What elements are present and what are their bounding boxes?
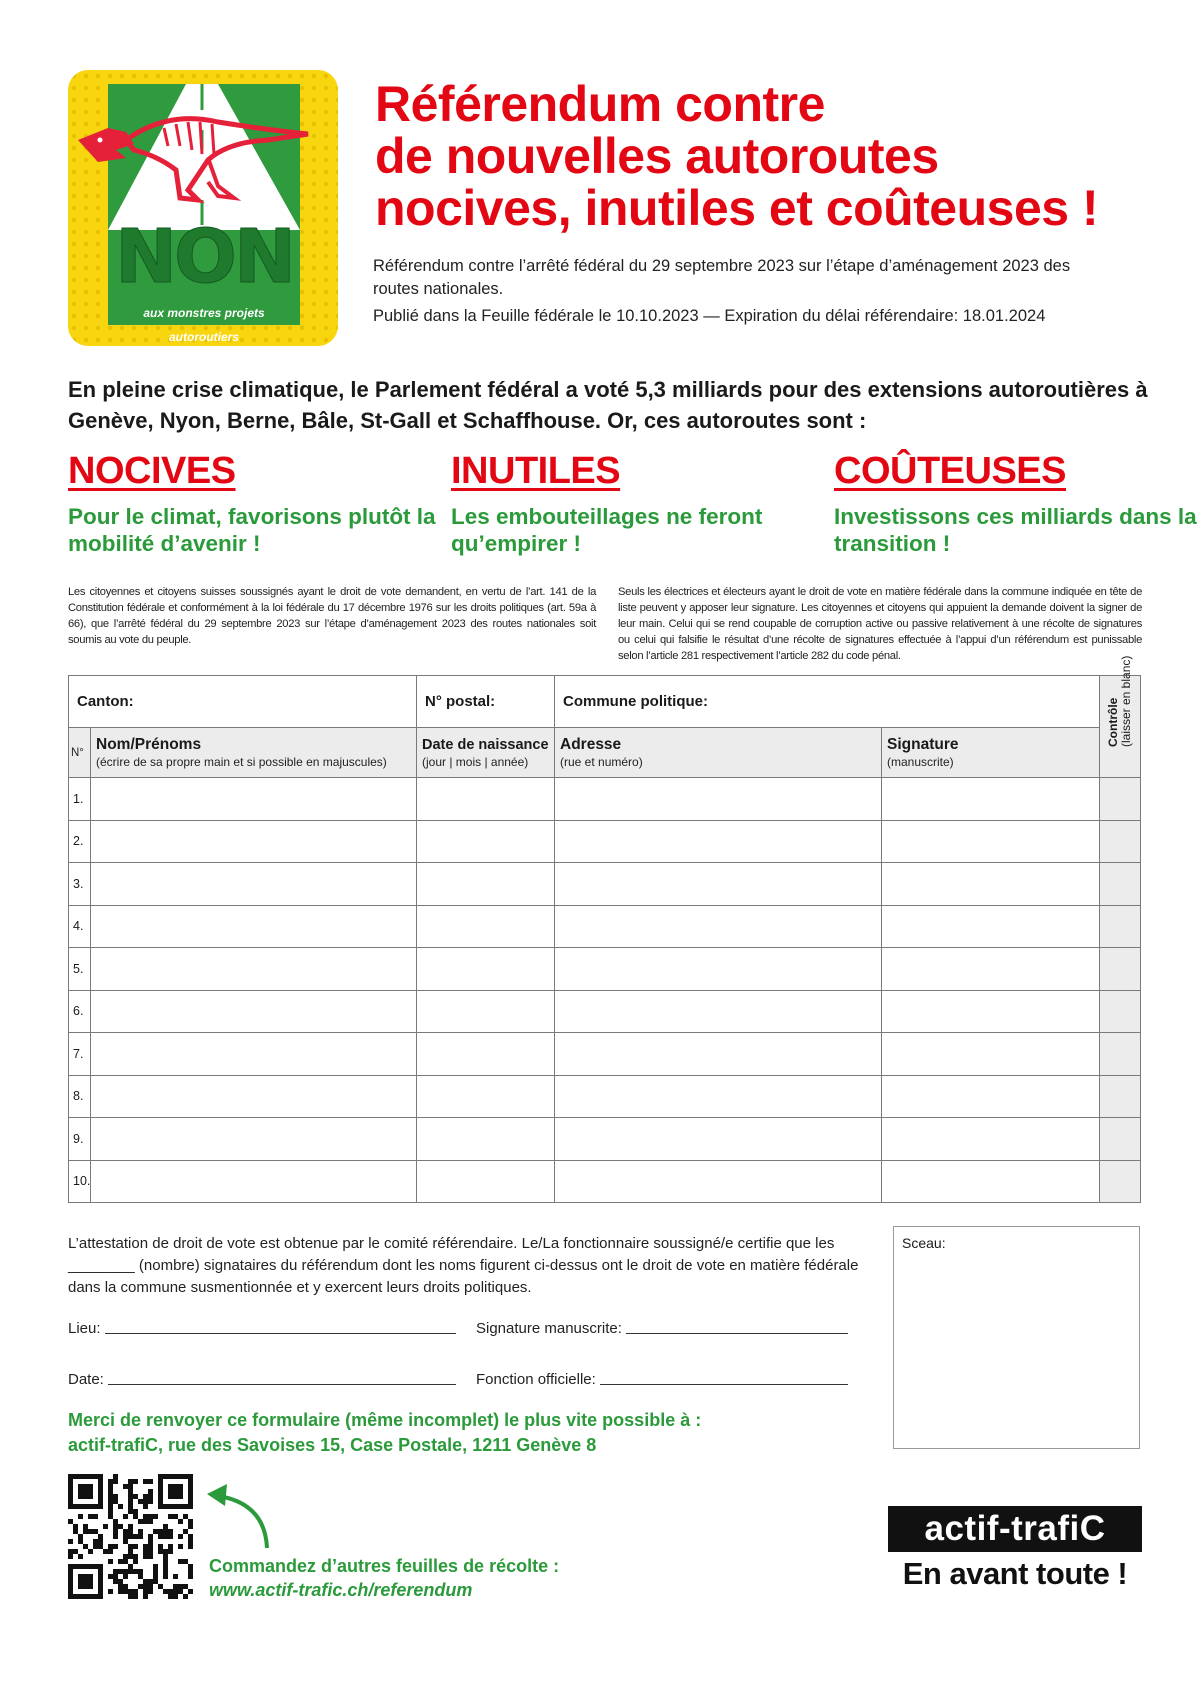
col-address-header: Adresse (rue et numéro) — [555, 728, 882, 778]
name-cell[interactable] — [91, 905, 417, 948]
argument-text: Pour le climat, favorisons plutôt la mobilité d’avenir ! — [68, 504, 436, 556]
address-cell[interactable] — [555, 1118, 882, 1161]
row-number: 7. — [69, 1033, 91, 1076]
row-number: 4. — [69, 905, 91, 948]
table-row — [69, 948, 1141, 991]
birthdate-cell[interactable] — [417, 820, 555, 863]
name-cell[interactable] — [91, 1118, 417, 1161]
row-number: 5. — [69, 948, 91, 991]
control-cell — [1100, 905, 1141, 948]
address-cell[interactable] — [555, 905, 882, 948]
qr-code[interactable] — [68, 1474, 193, 1599]
birthdate-cell[interactable] — [417, 778, 555, 821]
page-title — [375, 78, 1175, 234]
control-cell — [1100, 1075, 1141, 1118]
col-number-header: N° — [69, 728, 91, 778]
legal-request-text: Les citoyennes et citoyens suisses soussignés ayant le droit de vote demandent, en vertu de l’art. 141 de la Constitution fédérale et conformément à la loi fédérale du 17 décembre 1976 sur les droits politiques (art. 59a à 66), que l’arrêté fédéral du 29 septembre 2023 sur l’étape d’aménagement 2023 des routes nationales soit soumis au vote du peuple. — [68, 586, 596, 646]
argument-heading: INUTILES — [451, 450, 621, 492]
address-cell[interactable] — [555, 820, 882, 863]
table-row — [69, 820, 1141, 863]
signature-cell[interactable] — [882, 1160, 1100, 1203]
signature-table — [68, 655, 1141, 1203]
table-row — [69, 1033, 1141, 1076]
lieu-field[interactable] — [68, 1320, 456, 1337]
birthdate-cell[interactable] — [417, 1033, 555, 1076]
signature-cell[interactable] — [882, 863, 1100, 906]
table-row — [69, 1160, 1141, 1203]
name-cell[interactable] — [91, 1033, 417, 1076]
table-row — [69, 778, 1141, 821]
postal-label: N° postal: — [425, 693, 496, 710]
argument-heading: COÛTEUSES — [834, 450, 1066, 492]
fonction-field[interactable] — [476, 1371, 848, 1388]
brand-block — [888, 1506, 1142, 1592]
lieu-label: Lieu: — [68, 1320, 101, 1337]
control-header — [1100, 655, 1141, 778]
arrow-icon — [205, 1482, 275, 1552]
address-cell[interactable] — [555, 778, 882, 821]
fonction-label: Fonction officielle: — [476, 1371, 596, 1388]
col-name-header: Nom/Prénoms (écrire de sa propre main et si possible en majuscules) — [91, 728, 417, 778]
seal-label: Sceau: — [902, 1235, 946, 1251]
seal-box[interactable] — [893, 1226, 1140, 1449]
argument-nocives — [68, 449, 438, 557]
name-cell[interactable] — [91, 863, 417, 906]
row-number: 2. — [69, 820, 91, 863]
col-signature-header: Signature (manuscrite) — [882, 728, 1100, 778]
row-number: 6. — [69, 990, 91, 1033]
signature-field[interactable] — [476, 1320, 848, 1337]
argument-inutiles — [451, 449, 821, 557]
date-field[interactable] — [68, 1371, 456, 1388]
signature-cell[interactable] — [882, 1118, 1100, 1161]
intro-text: En pleine crise climatique, le Parlement fédéral a voté 5,3 milliards pour des extensions autoroutières à Genève, Nyon, Berne, Bâle, St-Gall et Schaffhouse. Or, ces autoroutes sont : — [68, 377, 1148, 433]
brand-logo: actif-trafiC — [888, 1506, 1142, 1552]
address-cell[interactable] — [555, 863, 882, 906]
table-row — [69, 1075, 1141, 1118]
return-line-1: Merci de renvoyer ce formulaire (même incomplet) le plus vite possible à : — [68, 1410, 702, 1430]
signature-label: Signature manuscrite: — [476, 1320, 622, 1337]
name-cell[interactable] — [91, 778, 417, 821]
row-number: 10. — [69, 1160, 91, 1203]
birthdate-cell[interactable] — [417, 990, 555, 1033]
control-cell — [1100, 863, 1141, 906]
name-cell[interactable] — [91, 820, 417, 863]
address-cell[interactable] — [555, 1160, 882, 1203]
row-number: 3. — [69, 863, 91, 906]
birthdate-cell[interactable] — [417, 863, 555, 906]
address-cell[interactable] — [555, 990, 882, 1033]
signature-cell[interactable] — [882, 990, 1100, 1033]
title-line-3: nocives, inutiles et coûteuses ! — [375, 180, 1099, 236]
brand-slogan: En avant toute ! — [902, 1556, 1128, 1591]
logo-non-text: NON — [115, 214, 293, 300]
non-logo — [68, 70, 338, 346]
control-hint: (laisser en blanc) — [1119, 655, 1133, 747]
address-cell[interactable] — [555, 948, 882, 991]
birthdate-cell[interactable] — [417, 905, 555, 948]
legal-warning-text: Seuls les électrices et électeurs ayant le droit de vote en matière fédérale dans la commune indiquée en tête de liste peuvent y apposer leur signature. Les citoyennes et citoyens qui appuient la demande doivent la signer de leur main. Celui qui se rend coupable de corruption active ou passive relativement à une récolte de signatures ou celui qui falsifie le résultat d’une récolte de signatures effectuée à l’appui d’un référendum est punissable selon l’article 281 respectivement l’article 282 du code pénal. — [618, 586, 1142, 662]
control-cell — [1100, 1160, 1141, 1203]
control-cell — [1100, 820, 1141, 863]
address-cell[interactable] — [555, 1033, 882, 1076]
commune-label: Commune politique: — [563, 693, 708, 710]
table-row — [69, 1118, 1141, 1161]
birthdate-cell[interactable] — [417, 1075, 555, 1118]
name-cell[interactable] — [91, 990, 417, 1033]
table-row — [69, 990, 1141, 1033]
argument-text: Les embouteillages ne feront qu’empirer ! — [451, 504, 763, 556]
canton-label: Canton: — [77, 693, 134, 710]
signature-cell[interactable] — [882, 1075, 1100, 1118]
control-cell — [1100, 948, 1141, 991]
table-row — [69, 905, 1141, 948]
signature-cell[interactable] — [882, 905, 1100, 948]
title-line-2: de nouvelles autoroutes — [375, 128, 939, 184]
argument-text: Investissons ces milliards dans la transition ! — [834, 504, 1197, 556]
date-label: Date: — [68, 1371, 104, 1388]
commune-field[interactable] — [555, 676, 1100, 728]
address-cell[interactable] — [555, 1075, 882, 1118]
birthdate-cell[interactable] — [417, 1118, 555, 1161]
return-address: actif-trafiC, rue des Savoises 15, Case Postale, 1211 Genève 8 — [68, 1435, 597, 1455]
control-cell — [1100, 1033, 1141, 1076]
birthdate-cell[interactable] — [417, 1160, 555, 1203]
return-info — [68, 1408, 868, 1458]
logo-tagline: aux monstres projets autoroutiers — [108, 301, 300, 325]
subtitle: Référendum contre l’arrêté fédéral du 29 septembre 2023 sur l’étape d’aménagement 2023 des routes nationales. — [373, 257, 1071, 298]
control-cell — [1100, 1118, 1141, 1161]
birthdate-cell[interactable] — [417, 948, 555, 991]
title-line-1: Référendum contre — [375, 76, 825, 132]
row-number: 9. — [69, 1118, 91, 1161]
argument-heading: NOCIVES — [68, 450, 236, 492]
signature-cell[interactable] — [882, 1033, 1100, 1076]
postal-field[interactable] — [417, 676, 555, 728]
name-cell[interactable] — [91, 948, 417, 991]
order-url[interactable]: www.actif-trafic.ch/referendum — [209, 1580, 473, 1600]
name-cell[interactable] — [91, 1075, 417, 1118]
order-label: Commandez d’autres feuilles de récolte : — [209, 1556, 560, 1576]
control-cell — [1100, 778, 1141, 821]
argument-couteuses — [834, 449, 1200, 557]
control-label: Contrôle (laisser en blanc) — [1106, 655, 1133, 747]
order-info — [209, 1554, 629, 1602]
canton-field[interactable] — [69, 676, 417, 728]
table-row — [69, 863, 1141, 906]
col-birthdate-header: Date de naissance (jour | mois | année) — [417, 728, 555, 778]
qr-code-icon — [68, 1474, 193, 1599]
row-number: 8. — [69, 1075, 91, 1118]
control-cell — [1100, 990, 1141, 1033]
signature-cell[interactable] — [882, 778, 1100, 821]
row-number: 1. — [69, 778, 91, 821]
publication-info: Publié dans la Feuille fédérale le 10.10.2023 — Expiration du délai référendaire: 18.01.2024 — [373, 307, 1046, 325]
signature-cell[interactable] — [882, 820, 1100, 863]
name-cell[interactable] — [91, 1160, 417, 1203]
attestation-text: L’attestation de droit de vote est obtenue par le comité référendaire. Le/La fonctionnaire soussigné/e certifie que les ________ (nombre) signataires du référendum dont les noms figurent ci-dessus ont le droit de vote en matière fédérale dans la commune susmentionnée et y exercent leurs droits politiques. — [68, 1235, 859, 1296]
signature-cell[interactable] — [882, 948, 1100, 991]
